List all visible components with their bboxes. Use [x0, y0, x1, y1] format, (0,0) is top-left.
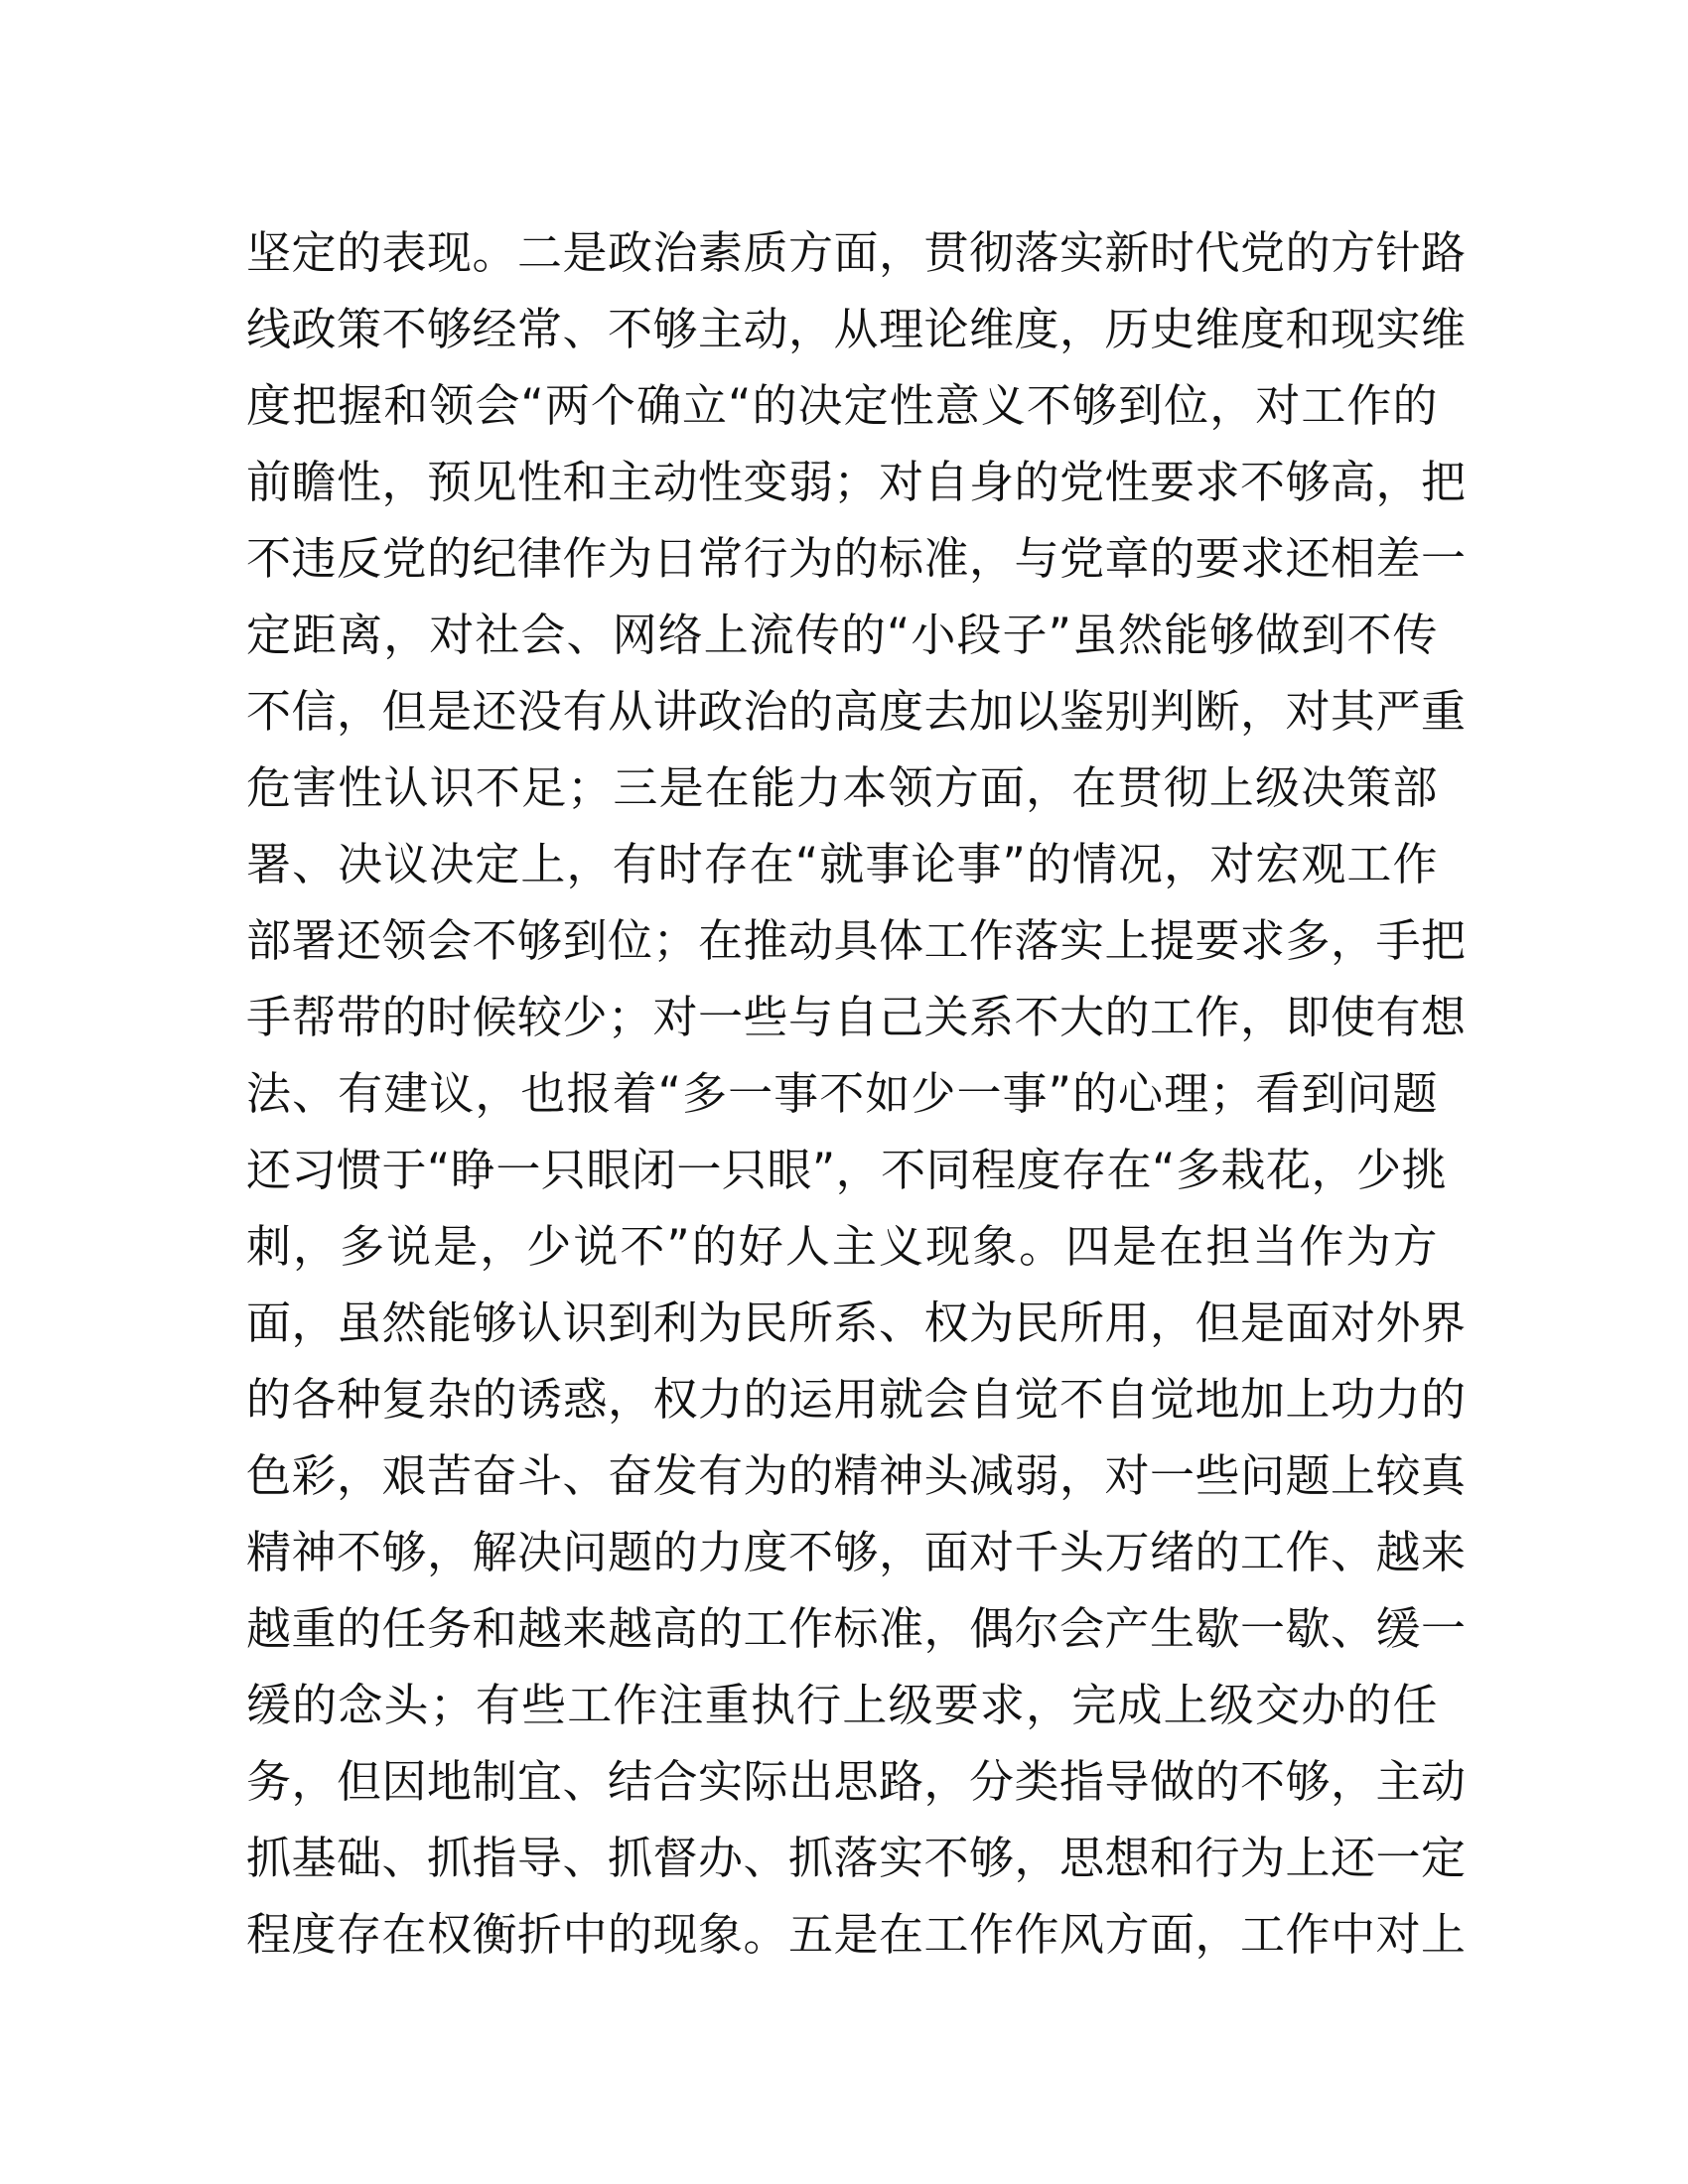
text-line: 缓的念头；有些工作注重执行上级要求，完成上级交办的任 [246, 1679, 1438, 1731]
text-line: 程度存在权衡折中的现象。五是在工作作风方面，工作中对上 [246, 1908, 1467, 1961]
text-line: 的各种复杂的诱惑，权力的运用就会自觉不自觉地加上功力的 [246, 1373, 1467, 1426]
text-line: 面，虽然能够认识到利为民所系、权为民所用，但是面对外界 [246, 1297, 1467, 1349]
text-line: 署、决议决定上，有时存在“就事论事”的情况，对宏观工作 [246, 838, 1438, 890]
text-line: 色彩，艰苦奋斗、奋发有为的精神头减弱，对一些问题上较真 [246, 1449, 1467, 1502]
text-line: 务，但因地制宜、结合实际出思路，分类指导做的不够，主动 [246, 1755, 1467, 1808]
text-line: 前瞻性，预见性和主动性变弱；对自身的党性要求不够高，把 [246, 456, 1467, 508]
text-line: 刺，多说是，少说不”的好人主义现象。四是在担当作为方 [246, 1220, 1438, 1273]
text-line: 不违反党的纪律作为日常行为的标准，与党章的要求还相差一 [246, 532, 1467, 585]
text-line: 坚定的表现。二是政治素质方面，贯彻落实新时代党的方针路 [246, 226, 1467, 279]
text-line: 危害性认识不足；三是在能力本领方面，在贯彻上级决策部 [246, 761, 1438, 814]
text-line: 不信，但是还没有从讲政治的高度去加以鉴别判断，对其严重 [246, 685, 1467, 738]
text-line: 精神不够，解决问题的力度不够，面对千头万绪的工作、越来 [246, 1526, 1467, 1578]
text-line: 度把握和领会“两个确立“的决定性意义不够到位，对工作的 [246, 379, 1438, 432]
text-line: 手帮带的时候较少；对一些与自己关系不大的工作，即使有想 [246, 991, 1467, 1043]
text-line: 还习惯于“睁一只眼闭一只眼”，不同程度存在“多栽花，少挑 [246, 1144, 1447, 1196]
text-line: 线政策不够经常、不够主动，从理论维度，历史维度和现实维 [246, 303, 1467, 355]
text-line: 法、有建议，也报着“多一事不如少一事”的心理；看到问题 [246, 1067, 1438, 1120]
text-line: 定距离，对社会、网络上流传的“小段子”虽然能够做到不传 [246, 609, 1438, 661]
text-line: 部署还领会不够到位；在推动具体工作落实上提要求多，手把 [246, 914, 1467, 967]
text-line: 越重的任务和越来越高的工作标准，偶尔会产生歇一歇、缓一 [246, 1602, 1467, 1655]
text-line: 抓基础、抓指导、抓督办、抓落实不够，思想和行为上还一定 [246, 1832, 1467, 1884]
body-paragraph [246, 214, 1467, 1973]
